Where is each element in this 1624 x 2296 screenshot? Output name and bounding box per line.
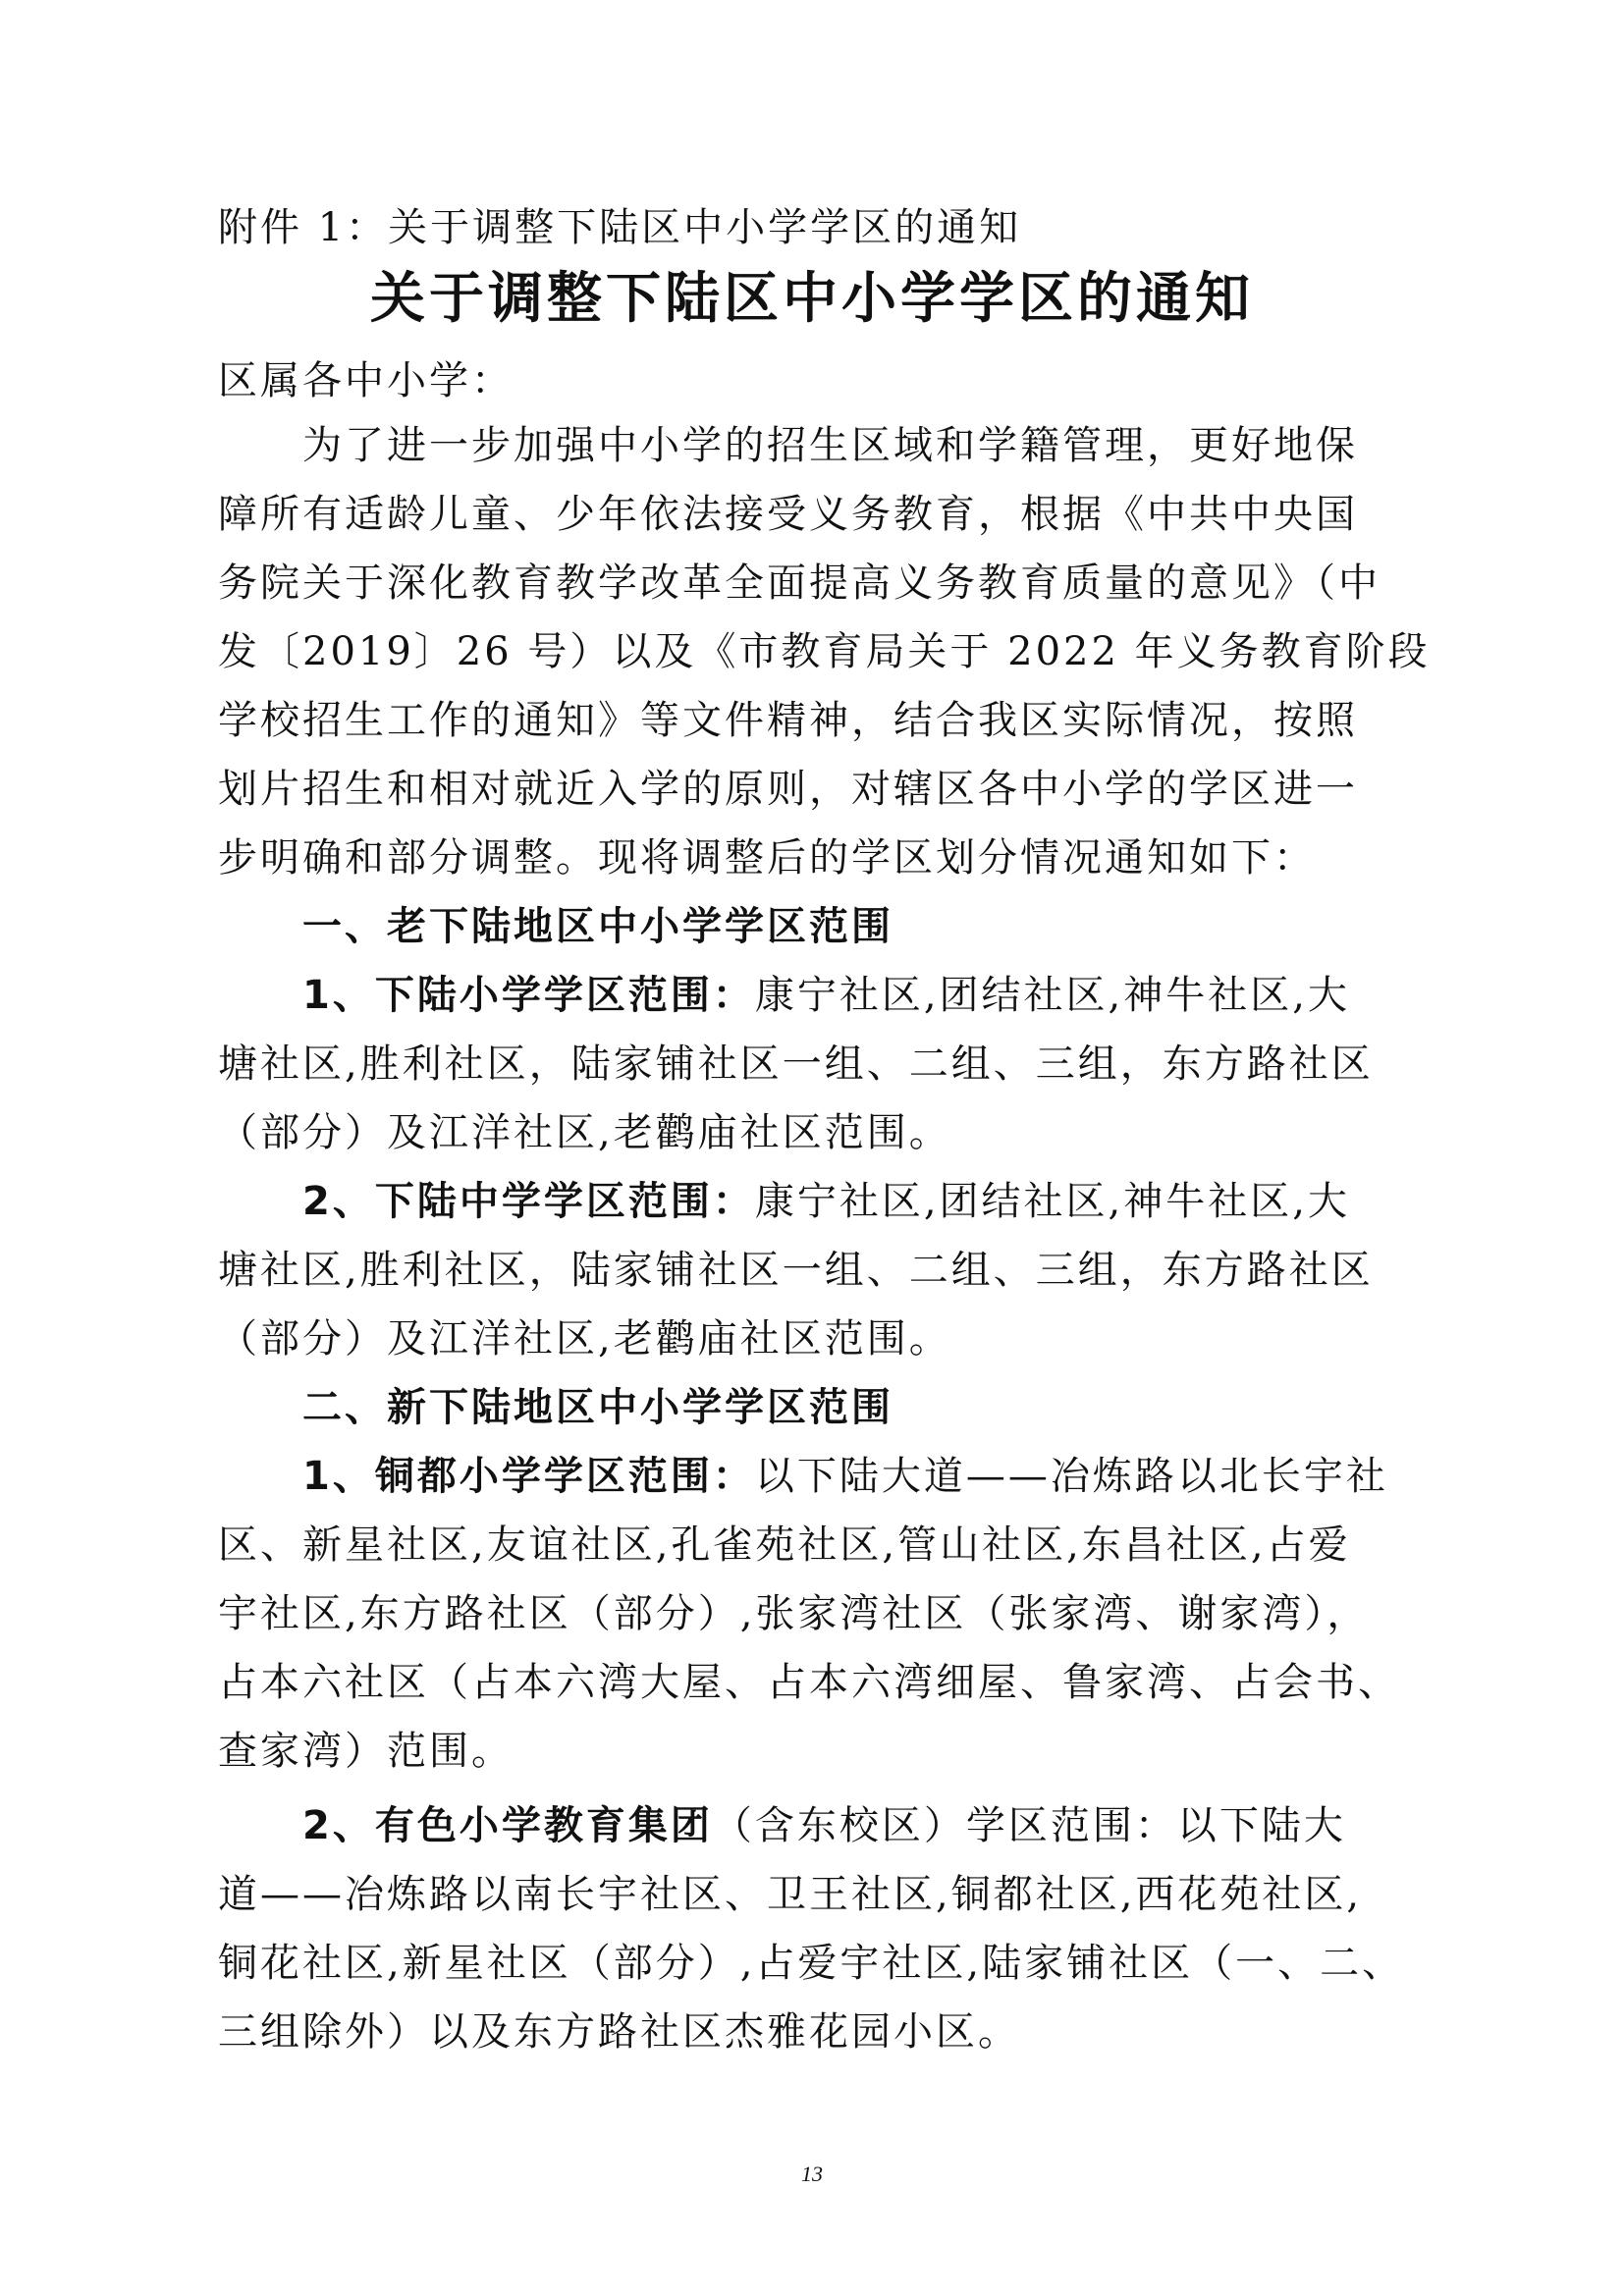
- item-number: 2、: [302, 1803, 375, 1848]
- item-label: 有色小学教育集团: [374, 1803, 713, 1848]
- item-text-line: 宇社区,东方路社区（部分）,张家湾社区（张家湾、谢家湾），: [218, 1591, 1370, 1636]
- section1-item1: [302, 970, 1426, 1021]
- item-label: 2、下陆中学学区范围：: [302, 1179, 755, 1224]
- item-text: （含东校区）学区范围：以下陆大: [712, 1803, 1346, 1848]
- intro-line: 障所有适龄儿童、少年依法接受义务教育，根据《中共中央国: [218, 492, 1358, 537]
- item-text-line: 铜花社区,新星社区（部分）,占爱宇社区,陆家铺社区（一、二、: [218, 1941, 1405, 1986]
- intro-line: 步明确和部分调整。现将调整后的学区划分情况通知如下：: [218, 835, 1316, 881]
- item-text-line: 塘社区,胜利社区，陆家铺社区一组、二组、三组，东方路社区: [218, 1041, 1374, 1087]
- item-label: 1、下陆小学学区范围：: [302, 973, 755, 1018]
- item-text-line: 占本六社区（占本六湾大屋、占本六湾细屋、鲁家湾、占会书、: [218, 1660, 1400, 1705]
- item-text-line: 查家湾）范围。: [218, 1729, 514, 1774]
- attachment-label: 附件 1：关于调整下陆区中小学学区的通知: [218, 205, 1022, 250]
- item-label: 1、铜都小学学区范围：: [302, 1454, 755, 1499]
- section1-item2: [302, 1176, 1426, 1227]
- section2-item2: [302, 1800, 1426, 1851]
- item-text-line: （部分）及江洋社区,老鹳庙社区范围。: [218, 1110, 951, 1155]
- intro-line: 为了进一步加强中小学的招生区域和学籍管理，更好地保: [302, 423, 1358, 468]
- document-title: 关于调整下陆区中小学学区的通知: [370, 267, 1254, 331]
- item-text-line: 三组除外）以及东方路社区杰雅花园小区。: [218, 2009, 1020, 2055]
- item-text: 以下陆大道——冶炼路以北长宇社: [754, 1454, 1388, 1499]
- section-heading: 一、老下陆地区中小学学区范围: [302, 904, 893, 949]
- item-text-line: 区、新星社区,友谊社区,孔雀苑社区,管山社区,东昌社区,占爱: [218, 1522, 1351, 1568]
- page-number: 13: [801, 2162, 823, 2186]
- item-text-line: 道——冶炼路以南长宇社区、卫王社区,铜都社区,西花苑社区,: [218, 1872, 1363, 1917]
- item-text: 康宁社区,团结社区,神牛社区,大: [754, 973, 1350, 1018]
- intro-line: 学校招生工作的通知》等文件精神，结合我区实际情况，按照: [218, 698, 1358, 743]
- section2-item1: [302, 1451, 1426, 1502]
- salutation: 区属各中小学：: [218, 358, 514, 403]
- section-heading: 二、新下陆地区中小学学区范围: [302, 1385, 893, 1430]
- item-text-line: 塘社区,胜利社区，陆家铺社区一组、二组、三组，东方路社区: [218, 1248, 1374, 1293]
- intro-line: 务院关于深化教育教学改革全面提高义务教育质量的意见》（中: [218, 561, 1380, 606]
- item-text: 康宁社区,团结社区,神牛社区,大: [754, 1179, 1350, 1224]
- item-text-line: （部分）及江洋社区,老鹳庙社区范围。: [218, 1316, 951, 1362]
- intro-line: 划片招生和相对就近入学的原则，对辖区各中小学的学区进一: [218, 767, 1358, 812]
- intro-line: 发〔2019〕26 号）以及《市教育局关于 2022 年义务教育阶段: [218, 629, 1431, 674]
